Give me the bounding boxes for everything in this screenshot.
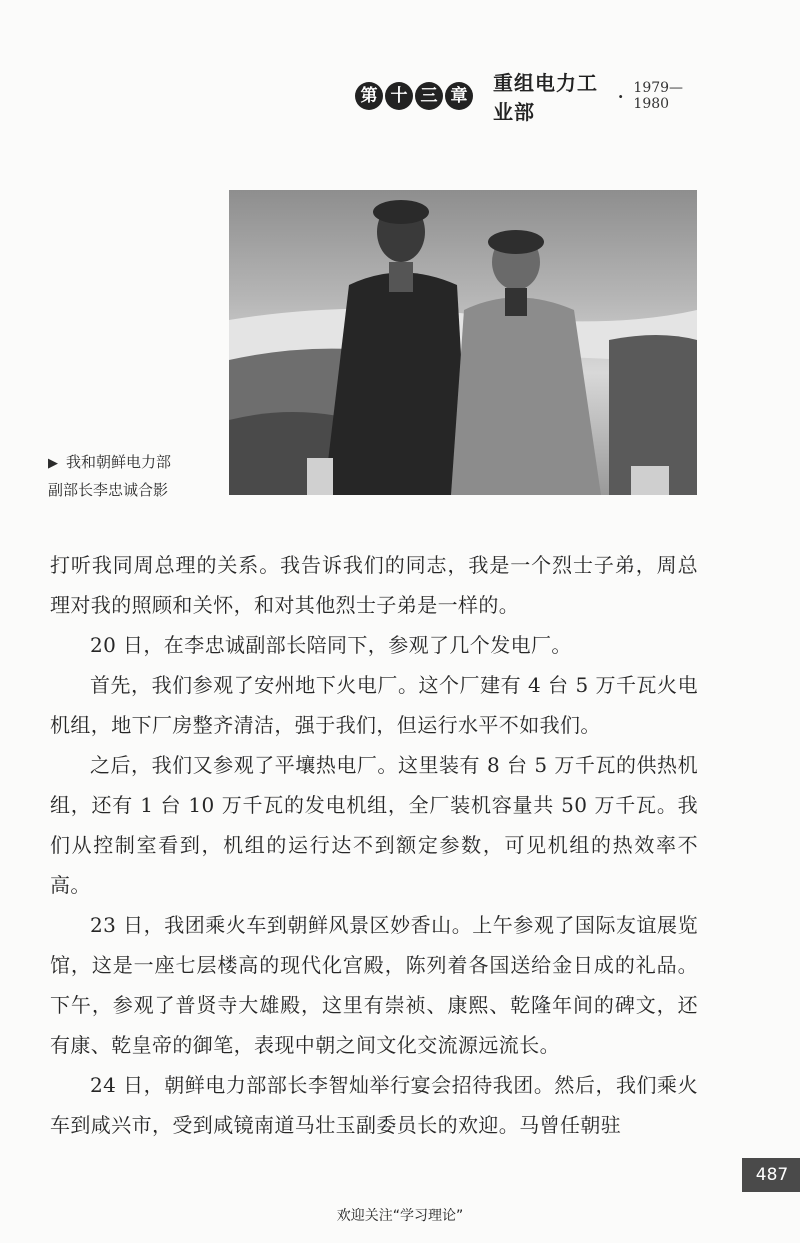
footer-note: 欢迎关注“学习理论”	[336, 1208, 464, 1224]
chapter-char: 三	[415, 82, 443, 110]
chapter-years: 1979—1980	[633, 80, 684, 112]
photo-two-men	[229, 190, 697, 495]
caption-line: 副部长李忠诚合影	[48, 481, 169, 499]
chapter-title: 重组电力工业部	[493, 71, 598, 124]
paragraph: 首先，我们参观了安州地下火电厂。这个厂建有 4 台 5 万千瓦火电机组，地下厂房整齐清洁，强于我们，但运行水平不如我们。	[50, 673, 698, 737]
chapter-char: 第	[355, 82, 383, 110]
paragraph: 24 日，朝鲜电力部部长李智灿举行宴会招待我团。然后，我们乘火车到咸兴市，受到咸镜南道马壮玉副委员长的欢迎。马曾任朝驻	[50, 1073, 698, 1137]
paragraph: 打听我同周总理的关系。我告诉我们的同志，我是一个烈士子弟，周总理对我的照顾和关怀，和对其他烈士子弟是一样的。	[50, 553, 698, 617]
paragraph: 23 日，我团乘火车到朝鲜风景区妙香山。上午参观了国际友谊展览馆，这是一座七层楼高的现代化宫殿，陈列着各国送给金日成的礼品。下午，参观了普贤寺大雄殿，这里有崇祯、康熙、乾隆年间的碑文，还有康、乾皇帝的御笔，表现中朝之间文化交流源远流长。	[50, 913, 698, 1057]
paragraph: 20 日，在李忠诚副部长陪同下，参观了几个发电厂。	[90, 633, 572, 657]
chapter-badge	[355, 82, 473, 110]
caption-marker-icon: ▶	[48, 456, 58, 471]
caption-line: 我和朝鲜电力部	[66, 453, 172, 471]
chapter-char: 章	[445, 82, 473, 110]
paragraph: 之后，我们又参观了平壤热电厂。这里装有 8 台 5 万千瓦的供热机组，还有 1 台 10 万千瓦的发电机组，全厂装机容量共 50 万千瓦。我们从控制室看到，机组的运行达不到额定参数，可见机组的热效率不高。	[50, 753, 698, 897]
photo-caption	[48, 449, 228, 503]
running-header	[355, 71, 700, 124]
page-number: 487	[744, 1158, 800, 1192]
chapter-char: 十	[385, 82, 413, 110]
body-text	[50, 545, 698, 1145]
header-bullet: ·	[617, 86, 624, 106]
